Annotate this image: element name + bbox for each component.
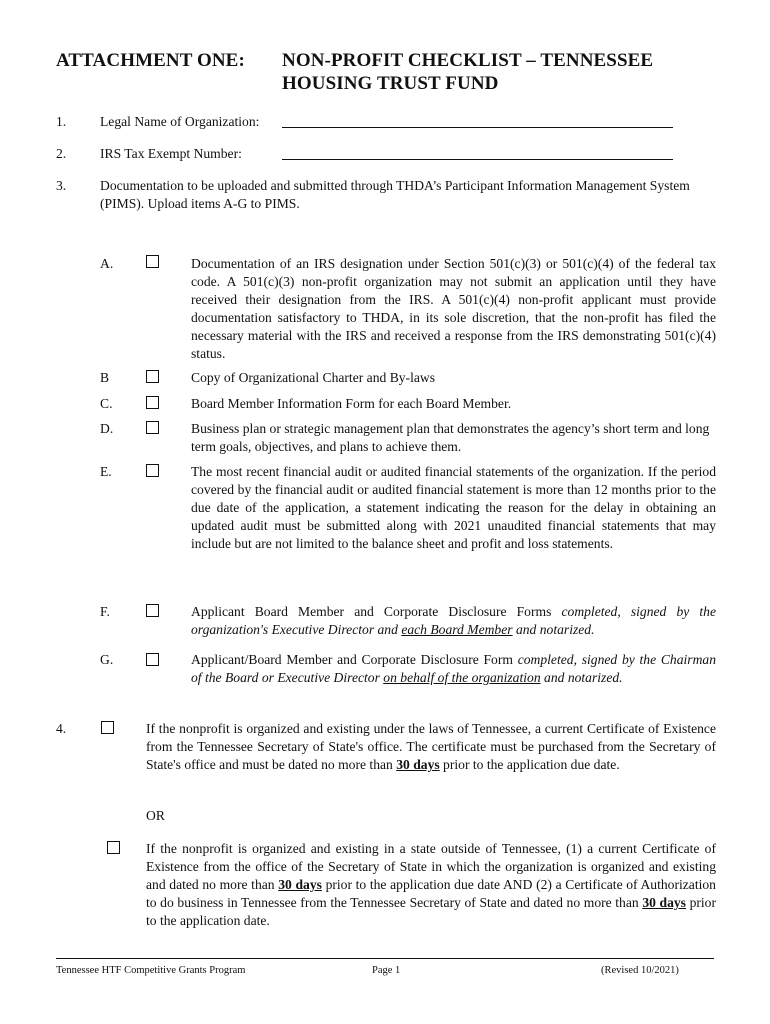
page-title-line1: NON-PROFIT CHECKLIST – TENNESSEE [282, 50, 654, 71]
subitem-c-checkbox[interactable] [146, 396, 159, 409]
item-1-number: 1. [56, 114, 67, 129]
item-3-number: 3. [56, 178, 67, 193]
subitem-g-checkbox[interactable] [146, 653, 159, 666]
subitem-c-text: Board Member Information Form for each Board Member. [191, 396, 512, 411]
footer-divider [56, 958, 714, 959]
subitem-f-text: Applicant Board Member and Corporate Disclosure Forms completed, signed by the organization's Executive Director and each Board Member and notarized. [191, 604, 716, 637]
tax-exempt-field[interactable] [282, 159, 673, 160]
footer-revised: (Revised 10/2021) [601, 965, 679, 976]
subitem-e-checkbox[interactable] [146, 464, 159, 477]
subitem-g-text: Applicant/Board Member and Corporate Disclosure Form completed, signed by the Chairman of the Board or Executive Director on behalf of the organization and notarized. [191, 652, 717, 685]
legal-name-label: Legal Name of Organization: [100, 114, 260, 129]
subitem-d-letter: D. [100, 421, 114, 436]
subitem-b-letter: B [100, 370, 110, 385]
legal-name-field[interactable] [282, 127, 673, 128]
subitem-f-letter: F. [100, 604, 110, 619]
subitem-a-checkbox[interactable] [146, 255, 159, 268]
subitem-a-text: Documentation of an IRS designation under Section 501(c)(3) or 501(c)(4) of the federal tax code. A 501(c)(3) non-profit organization may not submit an application until they have received their designation from the IRS. A 501(c)(4) non-profit applicant must provide documentation satisfactory to THDA, in its sole discretion, that the non-profit has filed the necessary material with the IRS and received a response from the IRS demonstrating 501(c)(4) status. [191, 256, 716, 361]
item-4-number: 4. [56, 721, 67, 736]
item-4-out-of-state-checkbox[interactable] [107, 841, 120, 854]
item-2-number: 2. [56, 146, 67, 161]
subitem-b-text: Copy of Organizational Charter and By-laws [191, 370, 435, 385]
footer-page-number: Page 1 [372, 965, 401, 976]
subitem-e-letter: E. [100, 464, 112, 479]
subitem-e-text: The most recent financial audit or audited financial statements of the organization. If the period covered by the financial audit or audited financial statement is more than 12 months prior to the due date of the application, a statement indicating the reason for the delay in obtaining an updated audit must be submitted along with 2021 unaudited financial statements that may include but are not limited to the balance sheet and profit and loss statements. [191, 464, 716, 551]
footer-program: Tennessee HTF Competitive Grants Program [56, 965, 246, 976]
tax-exempt-label: IRS Tax Exempt Number: [100, 146, 242, 161]
page-title-line2: HOUSING TRUST FUND [282, 73, 499, 94]
subitem-d-checkbox[interactable] [146, 421, 159, 434]
item-3-text: Documentation to be uploaded and submitted through THDA’s Participant Information Management System (PIMS). Upload items A-G to PIMS. [100, 178, 690, 211]
attachment-label: ATTACHMENT ONE: [56, 50, 245, 71]
item-4-out-of-state-text: If the nonprofit is organized and existing in a state outside of Tennessee, (1) a current Certificate of Existence from the office of the Secretary of State in which the organization is organized and existing and dated no more than 30 days prior to the application due date AND (2) a Certificate of Authorization to do business in Tennessee from the Tennessee Secretary of State and dated no more than 30 days prior to the application date. [146, 841, 717, 928]
subitem-d-text: Business plan or strategic management plan that demonstrates the agency’s short term and long term goals, objectives, and plans to achieve them. [191, 421, 710, 454]
subitem-f-checkbox[interactable] [146, 604, 159, 617]
item-4-tn-checkbox[interactable] [101, 721, 114, 734]
subitem-g-letter: G. [100, 652, 114, 667]
subitem-a-letter: A. [100, 256, 114, 271]
or-label: OR [146, 808, 165, 823]
subitem-c-letter: C. [100, 396, 113, 411]
item-4-tn-text: If the nonprofit is organized and existing under the laws of Tennessee, a current Certificate of Existence from the Tennessee Secretary of State's office. The certificate must be purchased from the Secretary of State's office and must be dated no more than 30 days prior to the application due date. [146, 721, 716, 772]
subitem-b-checkbox[interactable] [146, 370, 159, 383]
